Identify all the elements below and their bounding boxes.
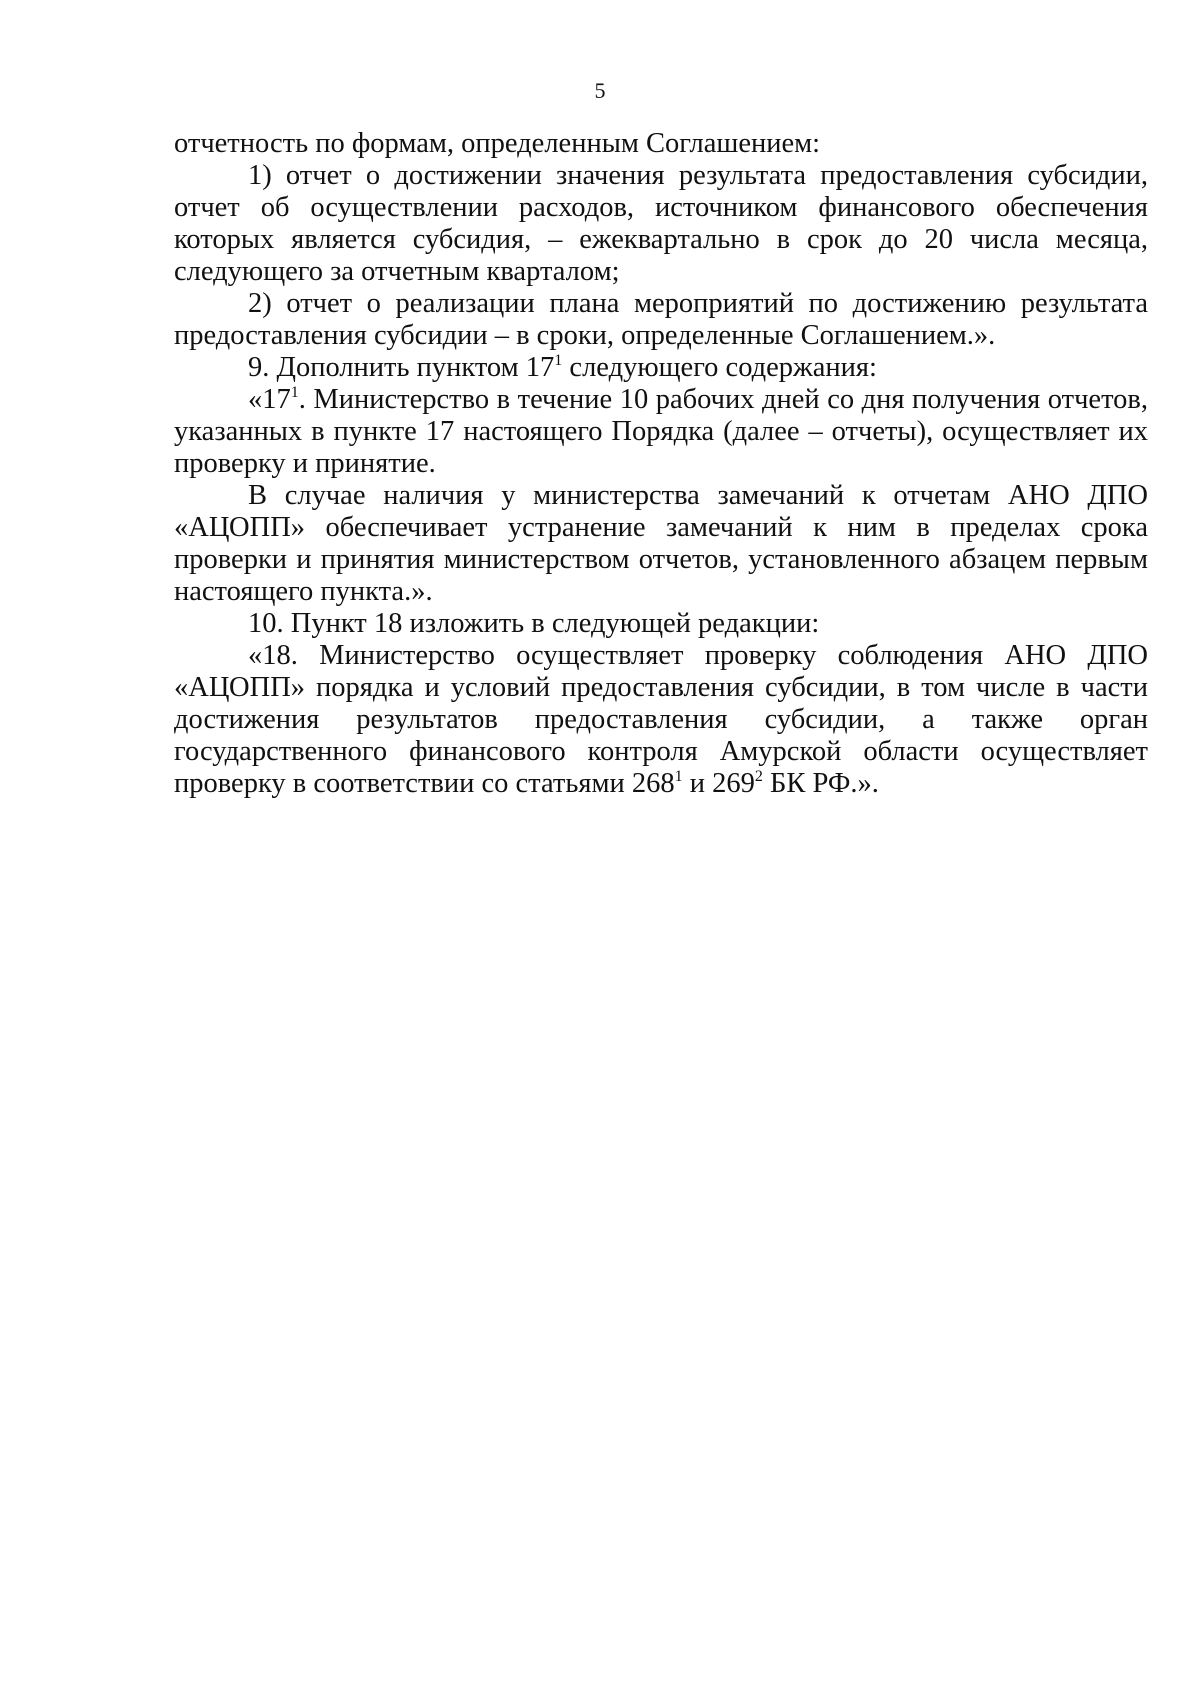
paragraph-remarks: В случае наличия у министерства замечаний к отчетам АНО ДПО «АЦОПП» обеспечивает устранение замечаний к ним в пределах срока проверки и принятия министерством отчетов, установленного абзацем первым настоящего пункта.». — [174, 480, 1148, 607]
document-body — [174, 128, 1148, 800]
point-17-1-text-after: . Министерство в течение 10 рабочих дней со дня получения отчетов, указанных в пункте 17 настоящего Порядка (далее – отчеты), осуществляет их проверку и принятие. — [174, 384, 1148, 479]
paragraph-point-17-1 — [174, 384, 1148, 480]
point-17-1-text-before: «17 — [248, 384, 291, 415]
paragraph-point-18 — [174, 640, 1148, 800]
superscript: 1 — [554, 352, 563, 369]
point-18-text-before: «18. Министерство осуществляет проверку соблюдения АНО ДПО «АЦОПП» порядка и условий предоставления субсидии, в том числе в части достижения результатов предоставления субсидии, а также орган государственного финансового контроля Амурской области осуществляет проверку в соответствии со статьями 268 — [174, 640, 1148, 799]
paragraph-point-9 — [174, 352, 1148, 384]
point-18-text-middle: и 269 — [682, 768, 755, 799]
point-18-text-after: БК РФ.». — [762, 768, 879, 799]
superscript: 1 — [290, 384, 299, 401]
point-9-text-after: следующего содержания: — [562, 352, 877, 383]
superscript: 1 — [674, 768, 683, 785]
paragraph-reporting-forms: отчетность по формам, определенным Соглашением: — [174, 128, 821, 159]
paragraph-item-2-report: 2) отчет о реализации плана мероприятий по достижению результата предоставления субсидии – в сроки, определенные Соглашением.». — [174, 288, 1148, 351]
superscript: 2 — [754, 768, 763, 785]
point-9-text-before: 9. Дополнить пунктом 17 — [248, 352, 555, 383]
paragraph-item-1-report: 1) отчет о достижении значения результата предоставления субсидии, отчет об осуществлении расходов, источником финансового обеспечения которых является субсидия, – ежеквартально в срок до 20 числа месяца, следующего за отчетным кварталом; — [174, 160, 1148, 287]
paragraph-point-10: 10. Пункт 18 изложить в следующей редакции: — [248, 608, 820, 639]
page-number: 5 — [594, 78, 606, 103]
